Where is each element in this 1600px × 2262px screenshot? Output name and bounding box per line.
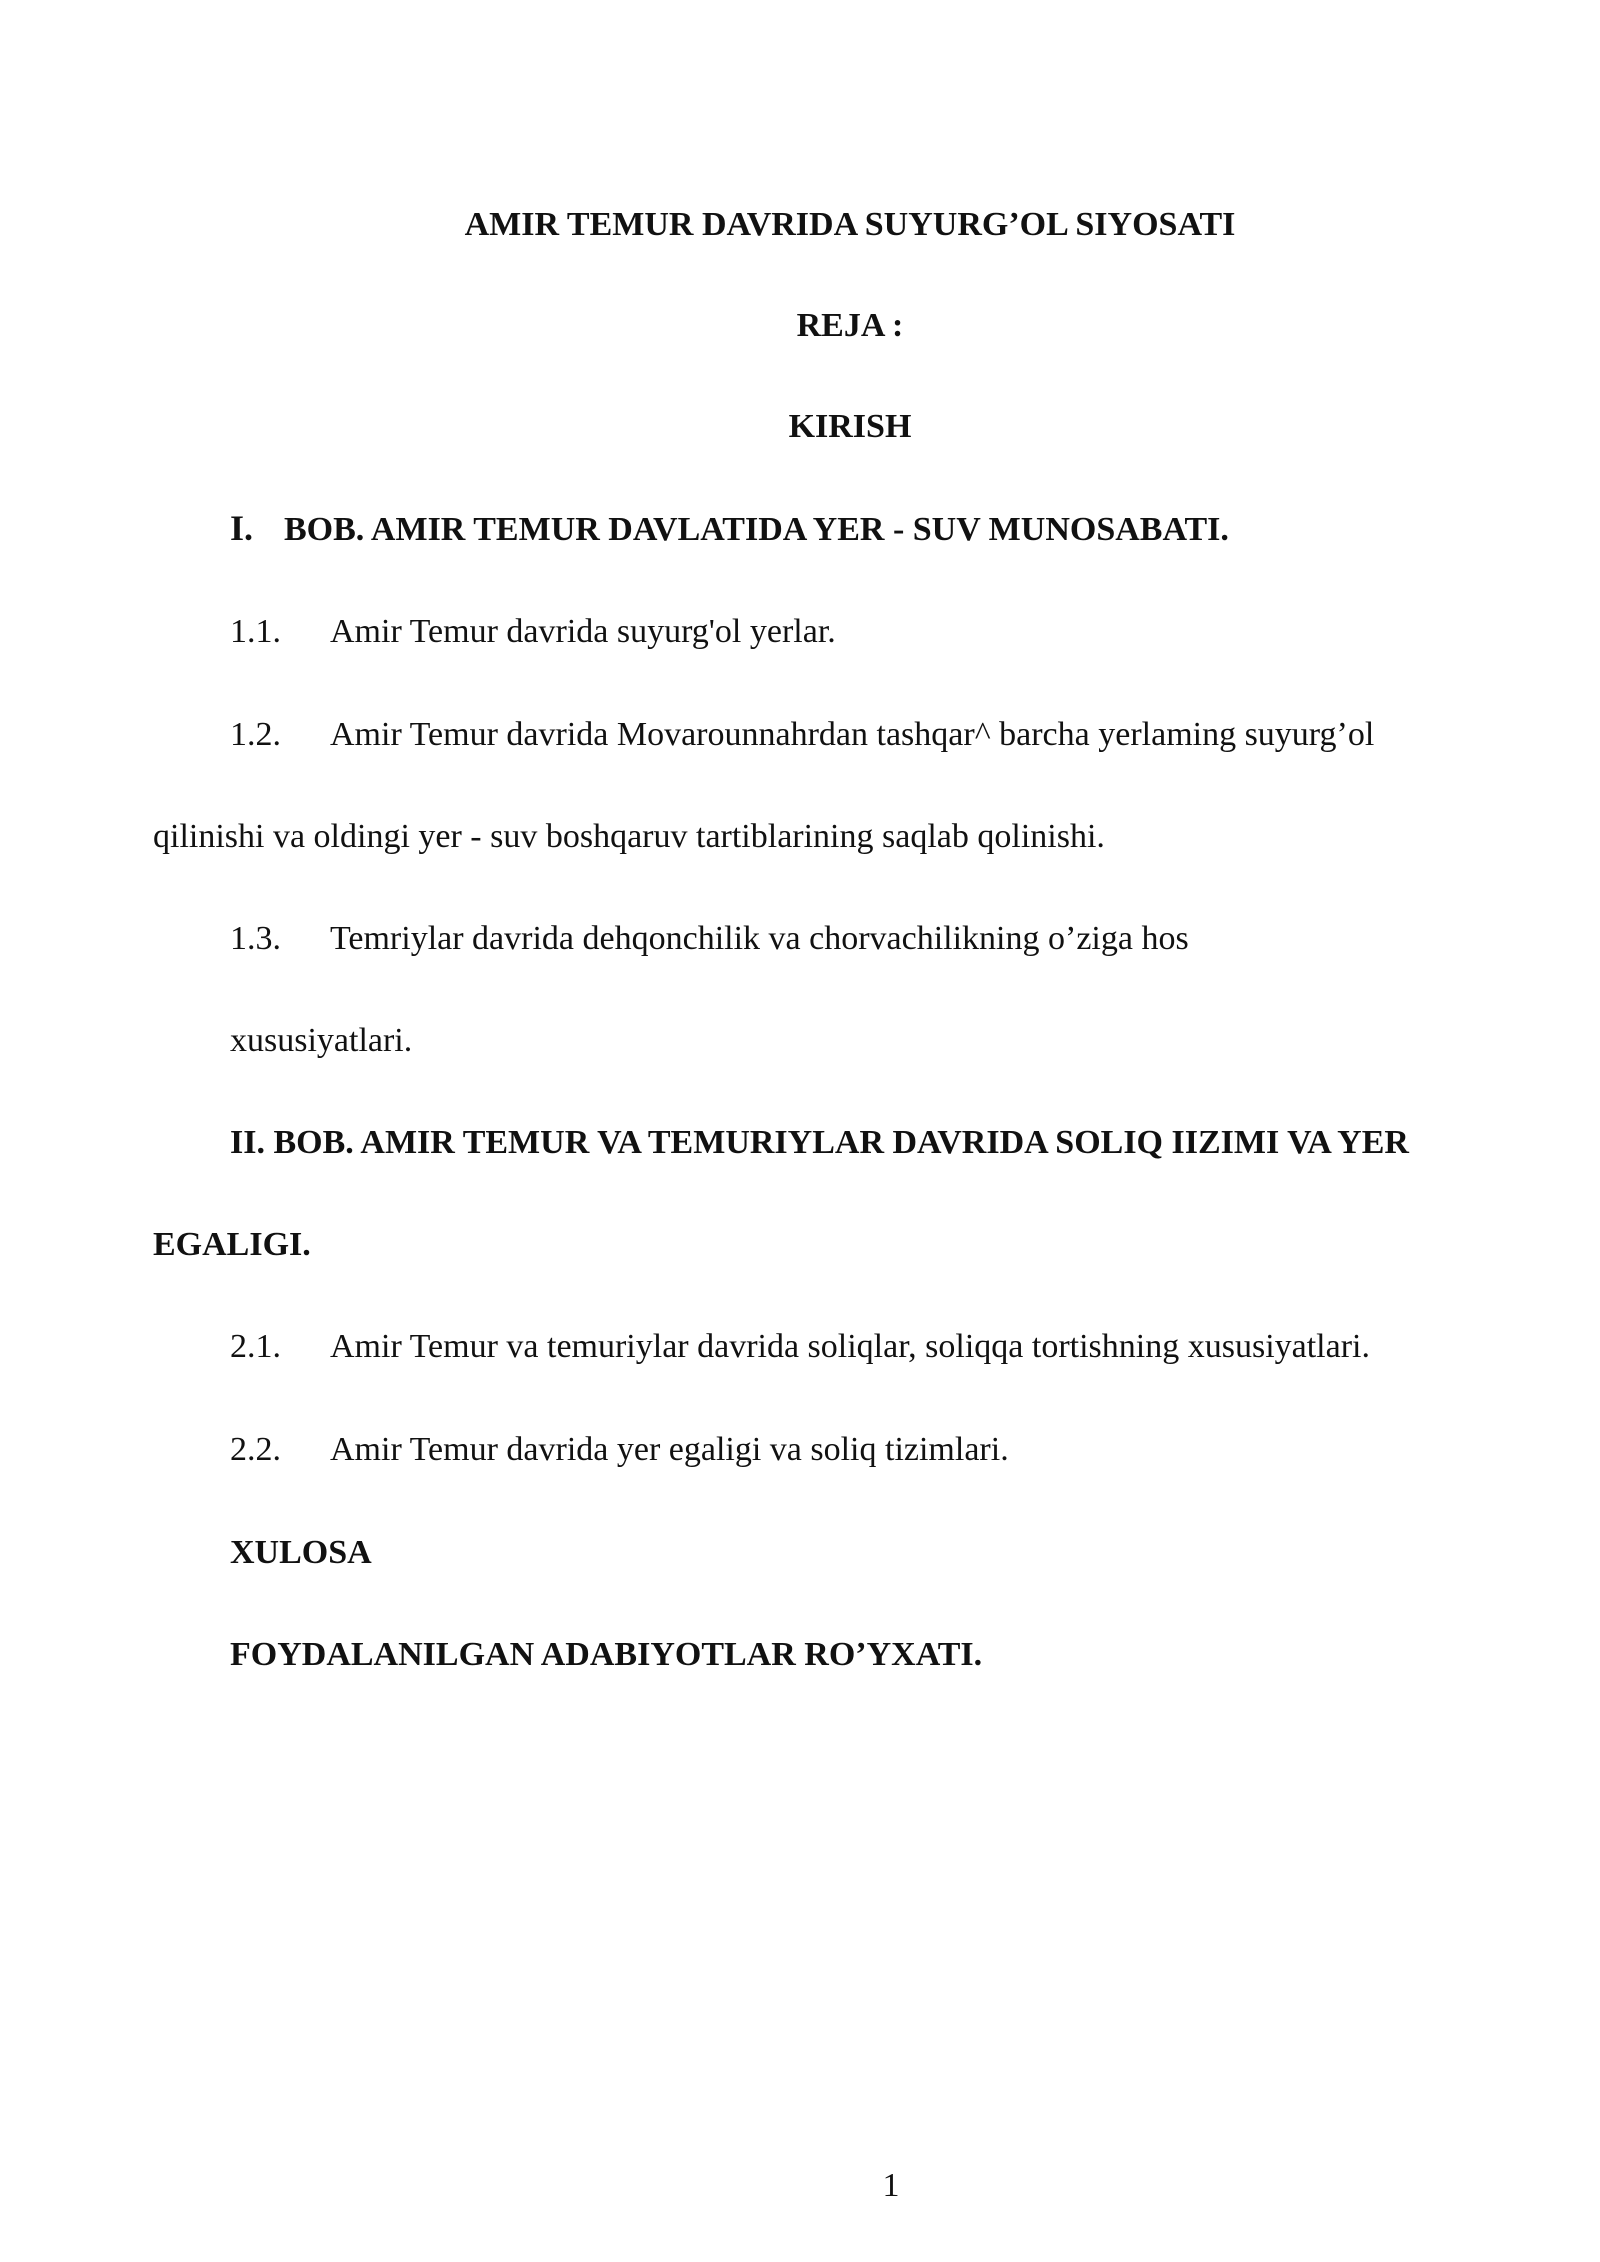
toc-item: [230, 919, 1189, 959]
toc-item-continuation: qilinishi va oldingi yer - suv boshqaruv tartiblarining saqlab qolinishi.: [153, 818, 1105, 855]
toc-item-number: 1.3.: [230, 920, 281, 957]
conclusion-heading: XULOSA: [230, 1534, 372, 1571]
chapter2-heading-continuation: EGALIGI.: [153, 1226, 311, 1263]
toc-item-continuation: xususiyatlari.: [230, 1022, 413, 1059]
toc-item-text: Amir Temur davrida yer egaligi va soliq tizimlari.: [330, 1431, 1009, 1468]
chapter1-heading: [230, 508, 1229, 550]
chapter1-title: BOB. AMIR TEMUR DAVLATIDA YER - SUV MUNOSABATI.: [284, 511, 1229, 548]
toc-item-number: 2.1.: [230, 1328, 281, 1365]
chapter1-numeral: I.: [230, 508, 254, 548]
document-title: AMIR TEMUR DAVRIDA SUYURG’OL SIYOSATI: [464, 206, 1236, 243]
chapter2-heading: II. BOB. AMIR TEMUR VA TEMURIYLAR DAVRIDA SOLIQ IIZIMI VA YER: [230, 1124, 1409, 1161]
toc-item-text: Amir Temur davrida Movarounnahrdan tashqar^ barcha yerlaming suyurg’ol: [330, 716, 1375, 753]
page-number: 1: [882, 2167, 900, 2204]
toc-item-text: Temriylar davrida dehqonchilik va chorvachilikning o’ziga hos: [330, 920, 1189, 957]
toc-item: [230, 1327, 1370, 1367]
toc-item-number: 1.1.: [230, 613, 281, 650]
toc-item: [230, 612, 836, 652]
toc-item-number: 1.2.: [230, 716, 281, 753]
toc-item-number: 2.2.: [230, 1431, 281, 1468]
toc-item: [230, 715, 1374, 755]
toc-item-text: Amir Temur va temuriylar davrida soliqlar, soliqqa tortishning xususiyatlari.: [330, 1328, 1370, 1365]
references-heading: FOYDALANILGAN ADABIYOTLAR RO’YXATI.: [230, 1636, 983, 1673]
toc-item: [230, 1430, 1009, 1470]
toc-item-text: Amir Temur davrida suyurg'ol yerlar.: [330, 613, 836, 650]
plan-heading: REJA :: [796, 307, 904, 344]
intro-heading: KIRISH: [788, 408, 912, 445]
